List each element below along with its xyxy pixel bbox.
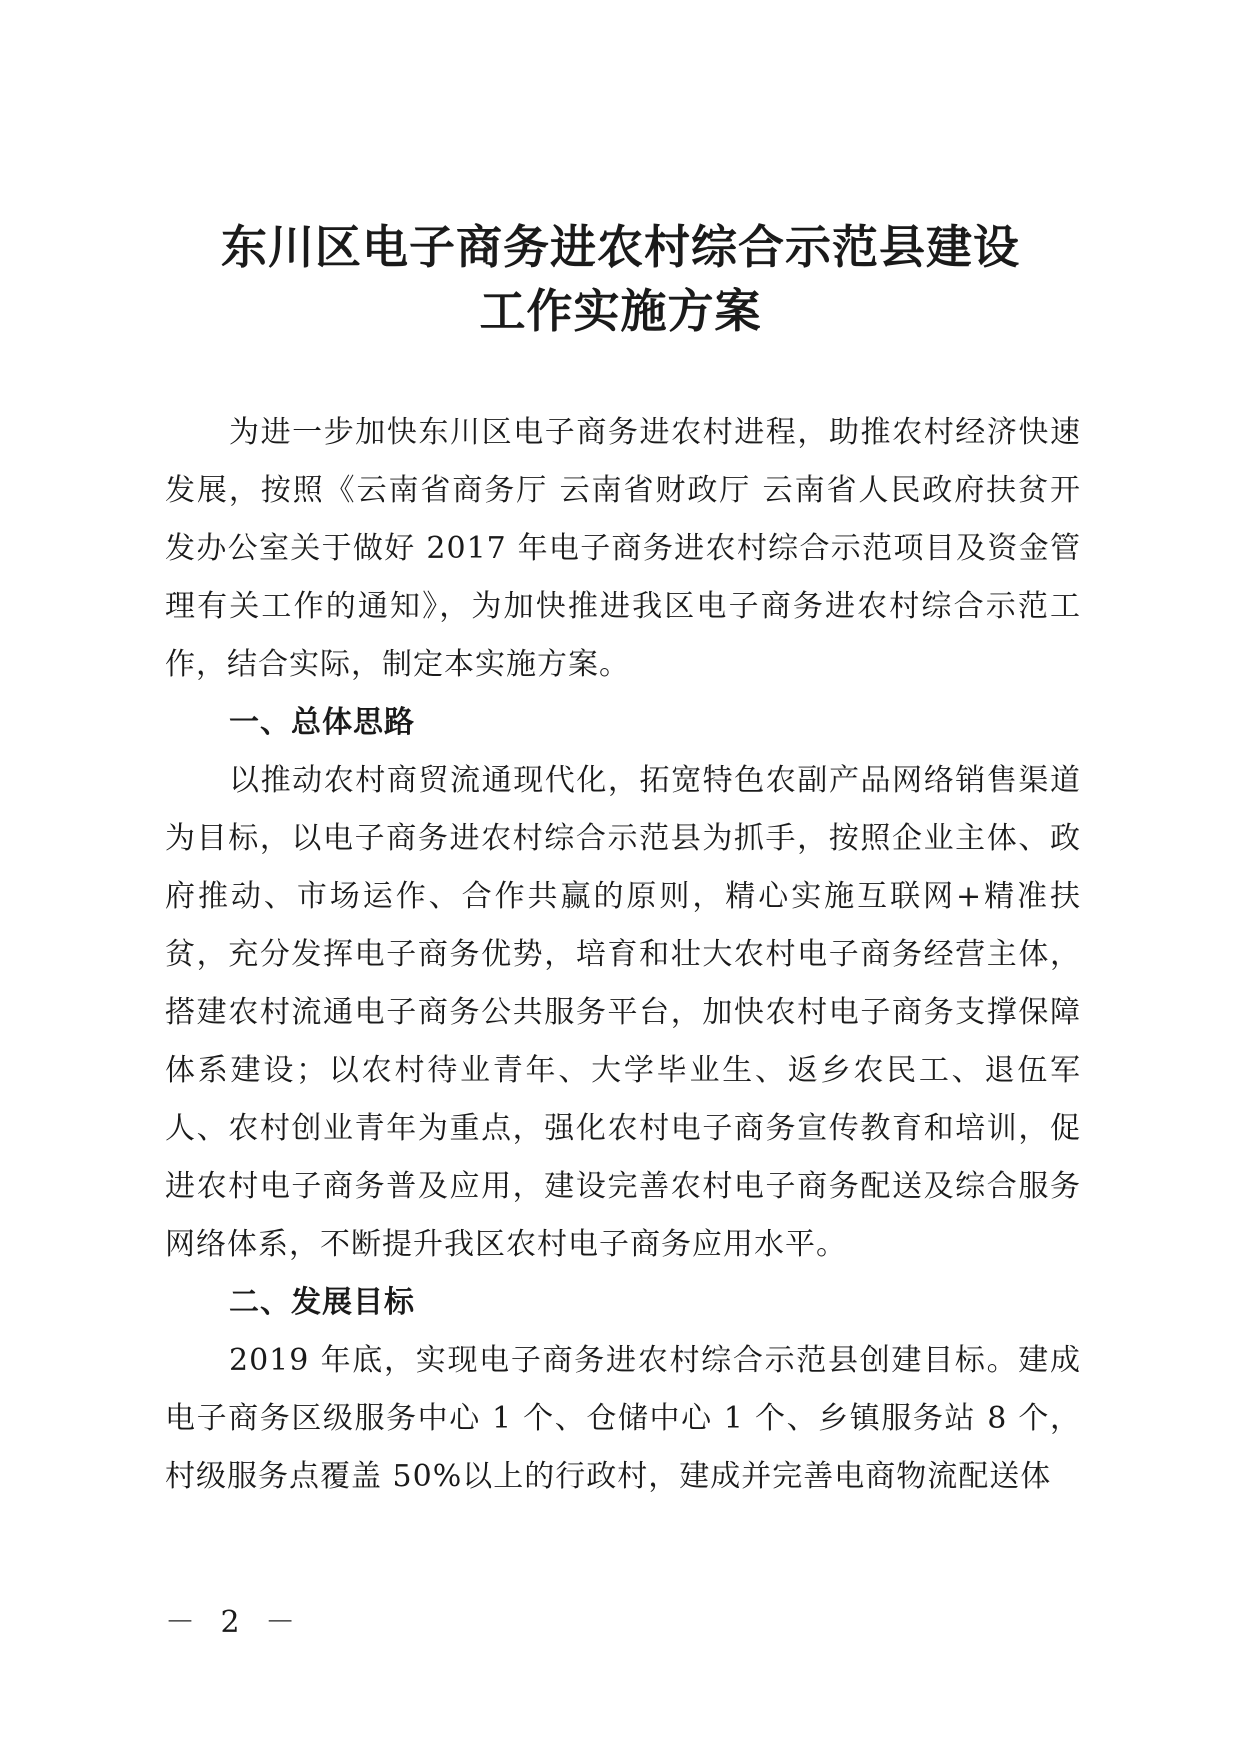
page-number: － 2 －	[165, 1605, 304, 1640]
section-paragraph-development-goals: 2019 年底，实现电子商务进农村综合示范县创建目标。建成电子商务区级服务中心 1 个、仓储中心 1 个、乡镇服务站 8 个，村级服务点覆盖 50%以上的行政村，建成并完善电商物流配送体	[165, 1343, 1081, 1494]
section-heading-development-goals: 二、发展目标	[229, 1285, 415, 1320]
section-paragraph-overall-approach: 以推动农村商贸流通现代化，拓宽特色农副产品网络销售渠道为目标，以电子商务进农村综合示范县为抓手，按照企业主体、政府推动、市场运作、合作共赢的原则，精心实施互联网+精准扶贫，充分发挥电子商务优势，培育和壮大农村电子商务经营主体，搭建农村流通电子商务公共服务平台，加快农村电子商务支撑保障体系建设；以农村待业青年、大学毕业生、返乡农民工、退伍军人、农村创业青年为重点，强化农村电子商务宣传教育和培训，促进农村电子商务普及应用，建设完善农村电子商务配送及综合服务网络体系，不断提升我区农村电子商务应用水平。	[165, 763, 1081, 1262]
document-title-line-1: 东川区电子商务进农村综合示范县建设	[221, 220, 1020, 274]
section-heading-overall-approach: 一、总体思路	[229, 705, 415, 740]
document-body	[165, 404, 1081, 1506]
intro-paragraph: 为进一步加快东川区电子商务进农村进程，助推农村经济快速发展，按照《云南省商务厅 云南省财政厅 云南省人民政府扶贫开发办公室关于做好 2017 年电子商务进农村综合示范项目及资金管理有关工作的通知》，为加快推进我区电子商务进农村综合示范工作，结合实际，制定本实施方案。	[165, 415, 1081, 682]
document-title-line-2: 工作实施方案	[479, 284, 762, 338]
